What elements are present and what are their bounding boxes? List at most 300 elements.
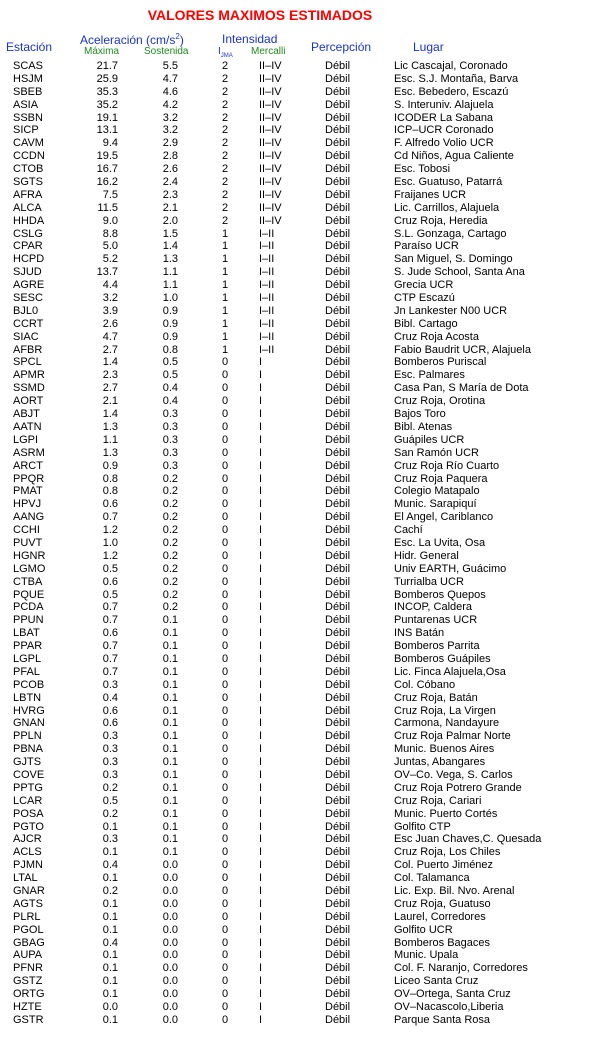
- max-acceleration: 9.4: [102, 137, 118, 150]
- mercalli-intensity: I–II: [259, 240, 275, 253]
- station-code: CTOB: [13, 163, 44, 176]
- perception: Débil: [325, 1001, 351, 1014]
- station-code: PPUN: [13, 614, 44, 627]
- mercalli-intensity: II–IV: [259, 163, 282, 176]
- sustained-acceleration: 0.2: [162, 588, 178, 601]
- header-aceleracion-exponent: 2: [175, 32, 180, 41]
- station-code: PPQR: [13, 472, 45, 485]
- mercalli-intensity: I: [259, 562, 263, 575]
- mercalli-intensity: II–IV: [259, 188, 282, 201]
- station-code: AANG: [13, 511, 45, 524]
- location: Laurel, Corredores: [394, 910, 486, 923]
- table-row: [0, 640, 590, 653]
- perception: Débil: [325, 85, 351, 98]
- station-code: ACLS: [13, 846, 42, 859]
- jma-intensity: 1: [221, 253, 229, 266]
- sustained-acceleration: 0.9: [162, 330, 178, 343]
- station-code: CPAR: [13, 240, 43, 253]
- max-acceleration: 0.2: [102, 807, 118, 820]
- table-row: [0, 369, 590, 382]
- perception: Débil: [325, 317, 351, 330]
- location: Cruz Roja Potrero Grande: [394, 781, 522, 794]
- mercalli-intensity: I: [259, 498, 263, 511]
- perception: Débil: [325, 872, 351, 885]
- perception: Débil: [325, 846, 351, 859]
- max-acceleration: 9.0: [102, 214, 118, 227]
- perception: Débil: [325, 910, 351, 923]
- max-acceleration: 0.7: [102, 665, 118, 678]
- table-row: [0, 305, 590, 318]
- table-row: [0, 550, 590, 563]
- max-acceleration: 0.5: [102, 588, 118, 601]
- perception: Débil: [325, 949, 351, 962]
- mercalli-intensity: I: [259, 433, 263, 446]
- station-code: PPLN: [13, 730, 42, 743]
- location: Esc. Palmares: [394, 369, 465, 382]
- station-code: PPTG: [13, 781, 43, 794]
- max-acceleration: 35.2: [96, 98, 118, 111]
- jma-intensity: 1: [221, 330, 229, 343]
- table-row: [0, 717, 590, 730]
- table-row: [0, 240, 590, 253]
- perception: Débil: [325, 420, 351, 433]
- mercalli-intensity: I: [259, 781, 263, 794]
- sustained-acceleration: 0.4: [162, 382, 178, 395]
- table-row: [0, 705, 590, 718]
- location: Cruz Roja, Los Chiles: [394, 846, 501, 859]
- sustained-acceleration: 0.2: [162, 562, 178, 575]
- sustained-acceleration: 0.0: [162, 897, 178, 910]
- station-code: PPAR: [13, 640, 43, 653]
- perception: Débil: [325, 176, 351, 189]
- jma-intensity: 0: [221, 807, 229, 820]
- table-row: [0, 253, 590, 266]
- jma-intensity: 0: [221, 743, 229, 756]
- station-code: CTBA: [13, 575, 43, 588]
- sustained-acceleration: 0.1: [162, 652, 178, 665]
- location: Bibl. Cartago: [394, 317, 458, 330]
- jma-intensity: 0: [221, 756, 229, 769]
- mercalli-intensity: I: [259, 988, 263, 1001]
- mercalli-intensity: I: [259, 446, 263, 459]
- max-acceleration: 0.6: [102, 575, 118, 588]
- mercalli-intensity: I: [259, 730, 263, 743]
- sustained-acceleration: 0.1: [162, 665, 178, 678]
- sustained-acceleration: 0.0: [162, 988, 178, 1001]
- header-estacion: Estación: [6, 40, 53, 54]
- station-code: ARCT: [13, 459, 43, 472]
- table-row: [0, 344, 590, 357]
- location: Esc. La Uvita, Osa: [394, 536, 486, 549]
- sustained-acceleration: 0.8: [162, 343, 178, 356]
- jma-intensity: 0: [221, 459, 229, 472]
- station-code: GSTZ: [13, 975, 43, 988]
- max-acceleration: 2.7: [102, 343, 118, 356]
- location: Lic. Exp. Bil. Nvo. Arenal: [394, 885, 515, 897]
- max-acceleration: 2.1: [102, 395, 118, 408]
- location: Cruz Roja, Batán: [394, 691, 478, 704]
- sustained-acceleration: 1.4: [162, 240, 178, 253]
- jma-intensity: 0: [221, 433, 229, 446]
- station-code: LGPL: [13, 652, 42, 665]
- perception: Débil: [325, 253, 351, 266]
- mercalli-intensity: II–IV: [259, 124, 282, 137]
- table-row: [0, 537, 590, 550]
- jma-intensity: 0: [221, 949, 229, 962]
- perception: Débil: [325, 266, 351, 279]
- perception: Débil: [325, 111, 351, 124]
- mercalli-intensity: I: [259, 794, 263, 807]
- mercalli-intensity: I–II: [259, 330, 275, 343]
- mercalli-intensity: I: [259, 601, 263, 614]
- mercalli-intensity: II–IV: [259, 214, 282, 227]
- perception: Débil: [325, 885, 351, 897]
- table-row: [0, 988, 590, 1001]
- table-row: [0, 743, 590, 756]
- table-row: [0, 627, 590, 640]
- station-code: SESC: [13, 292, 43, 305]
- jma-intensity: 2: [221, 124, 229, 137]
- max-acceleration: 0.1: [102, 872, 118, 885]
- station-code: HHDA: [13, 214, 45, 227]
- location: INS Batán: [394, 627, 445, 640]
- jma-intensity: 1: [221, 304, 229, 317]
- max-acceleration: 0.1: [102, 910, 118, 923]
- table-row: [0, 898, 590, 911]
- location: Cachí: [394, 524, 423, 537]
- max-acceleration: 0.5: [102, 794, 118, 807]
- perception: Débil: [325, 485, 351, 498]
- mercalli-intensity: I: [259, 678, 263, 691]
- location: Munic. Sarapiquí: [394, 498, 477, 511]
- perception: Débil: [325, 330, 351, 343]
- jma-intensity: 1: [221, 240, 229, 253]
- perception: Débil: [325, 678, 351, 691]
- station-code: AGRE: [13, 279, 45, 292]
- perception: Débil: [325, 691, 351, 704]
- mercalli-intensity: I: [259, 536, 263, 549]
- station-code: PGTO: [13, 820, 44, 833]
- perception: Débil: [325, 627, 351, 640]
- perception: Débil: [325, 292, 351, 305]
- perception: Débil: [325, 936, 351, 949]
- sustained-acceleration: 4.7: [162, 72, 178, 85]
- sustained-acceleration: 0.0: [162, 885, 178, 897]
- max-acceleration: 1.0: [102, 536, 118, 549]
- perception: Débil: [325, 72, 351, 85]
- max-acceleration: 0.1: [102, 988, 118, 1001]
- sustained-acceleration: 4.2: [162, 98, 178, 111]
- max-acceleration: 1.4: [102, 408, 118, 421]
- max-acceleration: 19.1: [96, 111, 118, 124]
- sustained-acceleration: 0.1: [162, 691, 178, 704]
- location: INCOP, Caldera: [394, 601, 473, 614]
- mercalli-intensity: I: [259, 756, 263, 769]
- max-acceleration: 16.7: [96, 163, 118, 176]
- location: Bomberos Bagaces: [394, 936, 490, 949]
- station-code: ABJT: [13, 408, 40, 421]
- sustained-acceleration: 2.1: [162, 201, 178, 214]
- table-row: [0, 382, 590, 395]
- table-row: [0, 356, 590, 369]
- max-acceleration: 1.2: [102, 524, 118, 537]
- sustained-acceleration: 0.1: [162, 807, 178, 820]
- jma-intensity: 0: [221, 665, 229, 678]
- perception: Débil: [325, 717, 351, 730]
- perception: Débil: [325, 962, 351, 975]
- jma-intensity: 0: [221, 369, 229, 382]
- sustained-acceleration: 5.5: [162, 60, 178, 72]
- jma-intensity: 2: [221, 72, 229, 85]
- header-i: I: [218, 46, 221, 57]
- table-row: [0, 589, 590, 602]
- perception: Débil: [325, 498, 351, 511]
- table-row: [0, 202, 590, 215]
- mercalli-intensity: I–II: [259, 227, 275, 240]
- station-code: SBEB: [13, 85, 43, 98]
- sustained-acceleration: 0.9: [162, 304, 178, 317]
- max-acceleration: 0.1: [102, 846, 118, 859]
- location: Lic Cascajal, Coronado: [394, 60, 508, 72]
- location: OV–Ortega, Santa Cruz: [394, 988, 511, 1001]
- station-code: CSLG: [13, 227, 43, 240]
- table-row: [0, 962, 590, 975]
- sustained-acceleration: 2.6: [162, 163, 178, 176]
- station-code: APMR: [13, 369, 45, 382]
- perception: Débil: [325, 163, 351, 176]
- perception: Débil: [325, 988, 351, 1001]
- perception: Débil: [325, 549, 351, 562]
- mercalli-intensity: II–IV: [259, 150, 282, 163]
- jma-intensity: 0: [221, 794, 229, 807]
- header-mercalli: Mercalli: [251, 46, 286, 57]
- location: Liceo Santa Cruz: [394, 975, 479, 988]
- jma-intensity: 2: [221, 201, 229, 214]
- mercalli-intensity: I–II: [259, 292, 275, 305]
- perception: Débil: [325, 1013, 351, 1026]
- perception: Débil: [325, 356, 351, 369]
- table-row: [0, 485, 590, 498]
- station-code: PCOB: [13, 678, 45, 691]
- perception: Débil: [325, 820, 351, 833]
- max-acceleration: 8.8: [102, 227, 118, 240]
- location: Paraíso UCR: [394, 240, 459, 253]
- perception: Débil: [325, 575, 351, 588]
- location: Cruz Roja, Cariari: [394, 794, 482, 807]
- max-acceleration: 0.1: [102, 923, 118, 936]
- sustained-acceleration: 1.0: [162, 292, 178, 305]
- max-acceleration: 0.2: [102, 781, 118, 794]
- mercalli-intensity: I: [259, 846, 263, 859]
- jma-intensity: 0: [221, 575, 229, 588]
- sustained-acceleration: 1.3: [162, 253, 178, 266]
- max-acceleration: 0.3: [102, 743, 118, 756]
- perception: Débil: [325, 614, 351, 627]
- location: El Angel, Cariblanco: [394, 511, 494, 524]
- perception: Débil: [325, 446, 351, 459]
- sustained-acceleration: 0.1: [162, 743, 178, 756]
- mercalli-intensity: I–II: [259, 253, 275, 266]
- station-code: ORTG: [13, 988, 45, 1001]
- station-code: COVE: [13, 768, 45, 781]
- location: Lic. Finca Alajuela,Osa: [394, 665, 506, 678]
- location: Esc. S.J. Montaña, Barva: [394, 72, 519, 85]
- mercalli-intensity: II–IV: [259, 137, 282, 150]
- max-acceleration: 5.0: [102, 240, 118, 253]
- max-acceleration: 0.7: [102, 601, 118, 614]
- location: Bomberos Guápiles: [394, 652, 491, 665]
- jma-intensity: 0: [221, 356, 229, 369]
- table-row: [0, 266, 590, 279]
- perception: Débil: [325, 730, 351, 743]
- max-acceleration: 1.3: [102, 446, 118, 459]
- table-row: [0, 176, 590, 189]
- max-acceleration: 0.3: [102, 756, 118, 769]
- station-code: PFNR: [13, 962, 43, 975]
- mercalli-intensity: II–IV: [259, 201, 282, 214]
- mercalli-intensity: I: [259, 382, 263, 395]
- mercalli-intensity: I: [259, 949, 263, 962]
- mercalli-intensity: II–IV: [259, 111, 282, 124]
- sustained-acceleration: 0.1: [162, 833, 178, 846]
- max-acceleration: 0.0: [102, 1001, 118, 1014]
- sustained-acceleration: 0.2: [162, 498, 178, 511]
- station-code: PGOL: [13, 923, 44, 936]
- perception: Débil: [325, 343, 351, 356]
- station-code: HPVJ: [13, 498, 42, 511]
- sustained-acceleration: 0.0: [162, 1013, 178, 1026]
- perception: Débil: [325, 536, 351, 549]
- max-acceleration: 0.6: [102, 627, 118, 640]
- location: Cruz Roja, Heredia: [394, 214, 488, 227]
- perception: Débil: [325, 227, 351, 240]
- sustained-acceleration: 0.3: [162, 408, 178, 421]
- location: Carmona, Nandayure: [394, 717, 500, 730]
- location: Fabio Baudrit UCR, Alajuela: [394, 343, 531, 356]
- location: Cd Niños, Agua Caliente: [394, 150, 514, 163]
- perception: Débil: [325, 975, 351, 988]
- table-row: [0, 498, 590, 511]
- location: Col. Talamanca: [394, 872, 470, 885]
- location: Esc. Tobosi: [394, 163, 451, 176]
- perception: Débil: [325, 214, 351, 227]
- table-row: [0, 679, 590, 692]
- jma-intensity: 0: [221, 897, 229, 910]
- table-row: [0, 99, 590, 112]
- sustained-acceleration: 1.1: [162, 266, 178, 279]
- sustained-acceleration: 0.2: [162, 472, 178, 485]
- table-row: [0, 524, 590, 537]
- max-acceleration: 0.1: [102, 1013, 118, 1026]
- jma-intensity: 1: [221, 227, 229, 240]
- sustained-acceleration: 2.8: [162, 150, 178, 163]
- station-code: ASRM: [13, 446, 45, 459]
- max-acceleration: 0.7: [102, 652, 118, 665]
- max-acceleration: 0.7: [102, 511, 118, 524]
- station-code: AGTS: [13, 897, 43, 910]
- location: Casa Pan, S María de Dota: [394, 382, 529, 395]
- perception: Débil: [325, 188, 351, 201]
- max-acceleration: 3.9: [102, 304, 118, 317]
- mercalli-intensity: I: [259, 369, 263, 382]
- station-code: AATN: [13, 420, 42, 433]
- header-percepcion: Percepción: [311, 40, 372, 54]
- mercalli-intensity: I: [259, 652, 263, 665]
- location: Juntas, Abangares: [394, 756, 486, 769]
- perception: Débil: [325, 833, 351, 846]
- location: Golfito UCR: [394, 923, 453, 936]
- max-acceleration: 13.7: [96, 266, 118, 279]
- perception: Débil: [325, 369, 351, 382]
- sustained-acceleration: 0.1: [162, 717, 178, 730]
- jma-intensity: 0: [221, 640, 229, 653]
- mercalli-intensity: I: [259, 485, 263, 498]
- max-acceleration: 1.4: [102, 356, 118, 369]
- station-code: BJL0: [13, 304, 39, 317]
- location: Grecia UCR: [394, 279, 454, 292]
- mercalli-intensity: I: [259, 408, 263, 421]
- sustained-acceleration: 0.3: [162, 459, 178, 472]
- perception: Débil: [325, 137, 351, 150]
- perception: Débil: [325, 640, 351, 653]
- sustained-acceleration: 0.1: [162, 627, 178, 640]
- jma-intensity: 2: [221, 60, 229, 72]
- jma-intensity: 0: [221, 988, 229, 1001]
- table-row: [0, 408, 590, 421]
- table-row: [0, 434, 590, 447]
- jma-intensity: 0: [221, 408, 229, 421]
- location: S. Interuniv. Alajuela: [394, 98, 494, 111]
- max-acceleration: 0.9: [102, 459, 118, 472]
- table-row: [0, 395, 590, 408]
- jma-intensity: 0: [221, 768, 229, 781]
- perception: Débil: [325, 704, 351, 717]
- sustained-acceleration: 0.0: [162, 949, 178, 962]
- sustained-acceleration: 3.2: [162, 111, 178, 124]
- station-code: LTAL: [13, 872, 38, 885]
- station-code: CCDN: [13, 150, 45, 163]
- station-code: SIAC: [13, 330, 39, 343]
- mercalli-intensity: II–IV: [259, 72, 282, 85]
- sustained-acceleration: 0.1: [162, 846, 178, 859]
- location: Jn Lankester N00 UCR: [394, 304, 508, 317]
- table-row: [0, 124, 590, 137]
- max-acceleration: 0.2: [102, 885, 118, 897]
- max-acceleration: 19.5: [96, 150, 118, 163]
- location: Parque Santa Rosa: [394, 1013, 491, 1026]
- mercalli-intensity: I: [259, 588, 263, 601]
- perception: Débil: [325, 240, 351, 253]
- station-code: LBAT: [13, 627, 40, 640]
- jma-intensity: 2: [221, 85, 229, 98]
- jma-intensity: 0: [221, 498, 229, 511]
- jma-intensity: 0: [221, 872, 229, 885]
- max-acceleration: 1.2: [102, 549, 118, 562]
- location: Bomberos Puriscal: [394, 356, 487, 369]
- mercalli-intensity: I: [259, 807, 263, 820]
- station-code: CCRT: [13, 317, 44, 330]
- mercalli-intensity: I: [259, 524, 263, 537]
- max-acceleration: 0.3: [102, 678, 118, 691]
- sustained-acceleration: 0.1: [162, 756, 178, 769]
- mercalli-intensity: I: [259, 1013, 263, 1026]
- mercalli-intensity: I: [259, 665, 263, 678]
- perception: Débil: [325, 562, 351, 575]
- jma-intensity: 0: [221, 859, 229, 872]
- sustained-acceleration: 2.4: [162, 176, 178, 189]
- max-acceleration: 0.8: [102, 472, 118, 485]
- perception: Débil: [325, 897, 351, 910]
